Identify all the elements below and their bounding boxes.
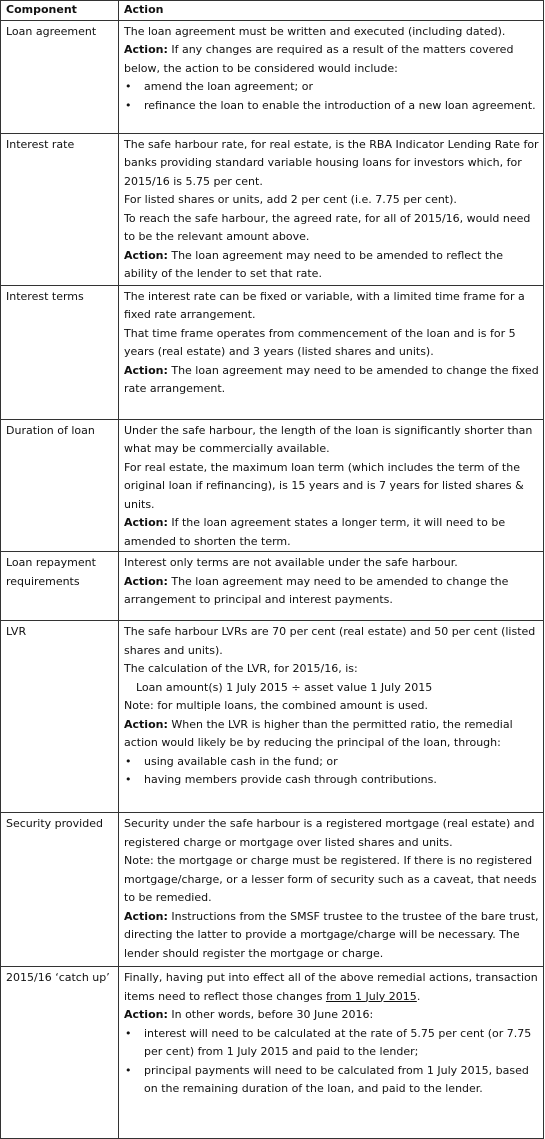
row-action: Action: If any changes are required as a result of the matters covered below, the action to be considered would include: (124, 43, 514, 75)
row-component: Security provided (1, 813, 119, 967)
row-text: The safe harbour rate, for real estate, is the RBA Indicator Lending Rate for banks providing standard variable housing loans for investors which, for 2015/16 is 5.75 per cent. (124, 137, 539, 188)
list-item: • having members provide cash through contributions. (124, 771, 539, 790)
bullet-list (124, 1025, 539, 1099)
row-action-cell (119, 813, 544, 967)
row-action-cell (119, 621, 544, 813)
row-action-cell (119, 20, 544, 133)
action-label: Action: (124, 516, 168, 529)
row-text: That time frame operates from commencement of the loan and is for 5 years (real estate) and 3 years (listed shares and units). (124, 326, 516, 358)
action-label: Action: (124, 248, 168, 262)
row-text: Security under the safe harbour is a registered mortgage (real estate) and registered charge or mortgage over listed shares and units. (124, 817, 535, 849)
row-text: Note: the mortgage or charge must be registered. If there is no registered mortgage/charge, or a lesser form of security such as a caveat, that needs to be remedied. (124, 854, 537, 904)
row-action-cell (119, 285, 544, 419)
row-action: Action: The loan agreement may need to be amended to reflect the ability of the lender to set that rate. (124, 248, 503, 280)
action-label: Action: (124, 717, 168, 731)
list-item: • refinance the loan to enable the introduction of a new loan agreement. (124, 97, 539, 116)
table-row (1, 133, 544, 285)
row-text: Finally, having put into effect all of the above remedial actions, transaction items need to reflect those changes from 1 July 2015. (124, 971, 538, 1003)
row-action: Action: When the LVR is higher than the permitted ratio, the remedial action would likely be by reducing the principal of the loan, through: (124, 717, 513, 749)
row-component: Interest rate (1, 133, 119, 285)
table-row (1, 967, 544, 1139)
table-row (1, 419, 544, 552)
row-text: The interest rate can be fixed or variable, with a limited time frame for a fixed rate arrangement. (124, 289, 525, 321)
action-label: Action: (124, 43, 168, 56)
table-row (1, 813, 544, 967)
row-text: Note: for multiple loans, the combined amount is used. (124, 699, 428, 712)
action-label: Action: (124, 1008, 168, 1021)
row-text: To reach the safe harbour, the agreed rate, for all of 2015/16, would need to be the relevant amount above. (124, 211, 531, 243)
row-text: Under the safe harbour, the length of the loan is significantly shorter than what may be commercially available. (124, 423, 533, 455)
row-action: Action: The loan agreement may need to be amended to change the fixed rate arrangement. (124, 363, 539, 395)
row-action-cell (119, 133, 544, 285)
row-component: Interest terms (1, 285, 119, 419)
action-label: Action: (124, 363, 168, 377)
header-action: Action (119, 1, 544, 21)
row-action: Action: The loan agreement may need to be amended to change the arrangement to principal and interest payments. (124, 574, 509, 606)
underlined-date: from 1 July 2015 (325, 989, 417, 1003)
row-text: For listed shares or units, add 2 per cent (i.e. 7.75 per cent). (124, 193, 457, 206)
list-item: • principal payments will need to be calculated from 1 July 2015, based on the remaining duration of the loan, and paid to the lender. (124, 1062, 539, 1099)
row-action-cell (119, 967, 544, 1139)
action-label: Action: (124, 909, 168, 923)
header-component: Component (1, 1, 119, 21)
list-item: • amend the loan agreement; or (124, 78, 539, 97)
bullet-list (124, 753, 539, 790)
row-component: Loan agreement (1, 20, 119, 133)
row-text: For real estate, the maximum loan term (which includes the term of the original loan if refinancing), is 15 years and is 7 years for listed shares & units. (124, 460, 524, 511)
table-header-row (1, 1, 544, 21)
row-action-cell (119, 419, 544, 552)
action-label: Action: (124, 574, 168, 588)
bullet-list (124, 78, 539, 115)
row-component: LVR (1, 621, 119, 813)
row-action: Action: Instructions from the SMSF trustee to the trustee of the bare trust, directing the latter to provide a mortgage/charge will be necessary. The lender should register the mortgage or charge. (124, 909, 539, 960)
row-text: The loan agreement must be written and executed (including dated). (124, 24, 506, 38)
row-action: Action: In other words, before 30 June 2016: (124, 1008, 374, 1021)
row-component: 2015/16 ‘catch up’ (1, 967, 119, 1139)
row-action: Action: If the loan agreement states a longer term, it will need to be amended to shorten the term. (124, 516, 506, 548)
list-item: • using available cash in the fund; or (124, 753, 539, 772)
row-text: The calculation of the LVR, for 2015/16, is: (124, 662, 358, 675)
table-row (1, 285, 544, 419)
row-text: The safe harbour LVRs are 70 per cent (real estate) and 50 per cent (listed shares and units). (124, 625, 536, 657)
list-item: • interest will need to be calculated at the rate of 5.75 per cent (or 7.75 per cent) from 1 July 2015 and paid to the lender; (124, 1025, 539, 1062)
row-component: Duration of loan (1, 419, 119, 552)
row-component: Loan repayment requirements (1, 552, 119, 621)
table-row (1, 621, 544, 813)
lvr-formula: Loan amount(s) 1 July 2015 ÷ asset value 1 July 2015 (136, 680, 433, 694)
table-row (1, 552, 544, 621)
row-action-cell (119, 552, 544, 621)
row-text: Interest only terms are not available under the safe harbour. (124, 556, 458, 569)
table-row (1, 20, 544, 133)
